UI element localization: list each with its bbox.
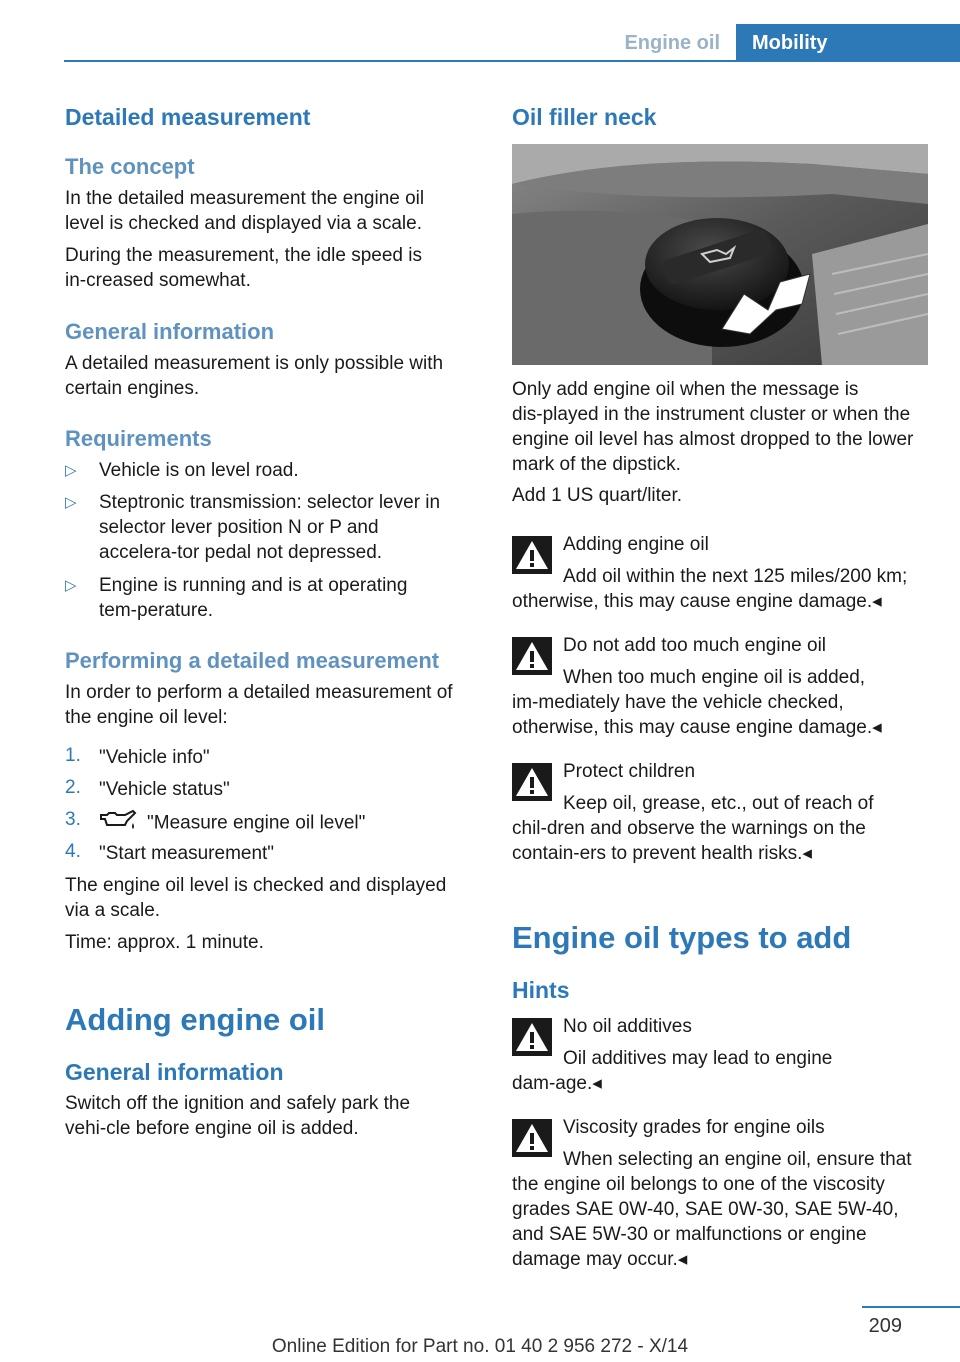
warning-body: When too much engine oil is added, im‑mediately have the vehicle checked, otherwise, this may cause engine damage.◂	[512, 667, 882, 738]
heading-hints: Hints	[512, 977, 570, 1003]
heading-oil-filler-neck: Oil filler neck	[512, 104, 657, 130]
heading-detailed-measurement: Detailed measurement	[65, 104, 311, 130]
hint-title: Viscosity grades for engine oils	[563, 1117, 825, 1138]
header-section-tab: Mobility	[736, 24, 960, 62]
header-chapter: Engine oil	[624, 32, 720, 54]
step-number: 2.	[65, 777, 81, 798]
step-number: 1.	[65, 745, 81, 766]
heading-concept: The concept	[65, 154, 195, 179]
heading-general-information-2: General information	[65, 1059, 284, 1085]
step-text: "Start measurement"	[99, 843, 275, 864]
page-number: 209	[868, 1315, 902, 1337]
step-text: "Vehicle info"	[99, 747, 210, 768]
warning-title: Do not add too much engine oil	[563, 635, 827, 656]
concept-paragraph-2: During the measurement, the idle speed is in‑creased somewhat.	[65, 245, 422, 291]
step-text: "Measure engine oil level"	[147, 812, 366, 834]
concept-paragraph-1: In the detailed measurement the engine oil level is checked and displayed via a scale.	[65, 188, 425, 234]
bullet-triangle-icon: ▷	[65, 462, 77, 479]
bullet-triangle-icon: ▷	[65, 577, 77, 594]
warning-title: Protect children	[563, 761, 696, 782]
general-paragraph: A detailed measurement is only possible with certain engines.	[65, 353, 444, 399]
bullet-triangle-icon: ▷	[65, 494, 77, 511]
warning-body: Add oil within the next 125 miles/200 km; otherwise, this may cause engine damage.◂	[512, 566, 908, 612]
requirement-text: Steptronic transmission: selector lever in selector lever position N or P and accelera‑tor pedal not depressed.	[99, 492, 441, 563]
heading-requirements: Requirements	[65, 426, 212, 451]
requirement-text: Vehicle is on level road.	[99, 460, 299, 481]
performing-paragraph: In order to perform a detailed measurement of the engine oil level:	[65, 682, 453, 728]
oil-can-icon	[99, 809, 139, 838]
step-item	[65, 745, 477, 771]
heading-general-information: General information	[65, 319, 275, 344]
hint-body: When selecting an engine oil, ensure that the engine oil belongs to one of the viscosity grades SAE 0W-40, SAE 0W-30, SAE 5W-40, and SAE 5W-30 or malfunctions or engine damage may occur.◂	[512, 1149, 912, 1270]
step-item	[65, 809, 477, 835]
hint-body: Oil additives may lead to engine dam‑age.◂	[512, 1048, 833, 1094]
step-item	[65, 777, 477, 803]
step-item	[65, 841, 477, 867]
header-rule	[64, 60, 960, 62]
oil-filler-cap-photo	[512, 144, 928, 365]
time-paragraph: Time: approx. 1 minute.	[65, 932, 264, 953]
requirement-text: Engine is running and is at operating tem‑perature.	[99, 575, 408, 621]
footer-rule	[862, 1306, 960, 1308]
warning-body: Keep oil, grease, etc., out of reach of chil‑dren and observe the warnings on the contain‑ers to prevent health risks.◂	[512, 793, 874, 864]
heading-engine-oil-types: Engine oil types to add	[512, 920, 852, 955]
warning-title: Adding engine oil	[563, 534, 709, 555]
heading-performing: Performing a detailed measurement	[65, 648, 440, 673]
step-number: 4.	[65, 841, 81, 862]
step-text: "Vehicle status"	[99, 779, 230, 800]
footer-edition: Online Edition for Part no. 01 40 2 956 272 - X/14	[271, 1336, 689, 1357]
general2-paragraph: Switch off the ignition and safely park the vehi‑cle before engine oil is added.	[65, 1093, 411, 1139]
filler-paragraph-2: Add 1 US quart/liter.	[512, 485, 683, 506]
hint-title: No oil additives	[563, 1016, 692, 1037]
result-paragraph: The engine oil level is checked and displayed via a scale.	[65, 875, 447, 921]
filler-paragraph-1: Only add engine oil when the message is dis‑played in the instrument cluster or when the engine oil level has almost dropped to the lower mark of the dipstick.	[512, 379, 914, 475]
step-text-with-icon	[99, 809, 365, 838]
step-number: 3.	[65, 809, 81, 830]
heading-adding-engine-oil: Adding engine oil	[65, 1002, 326, 1037]
